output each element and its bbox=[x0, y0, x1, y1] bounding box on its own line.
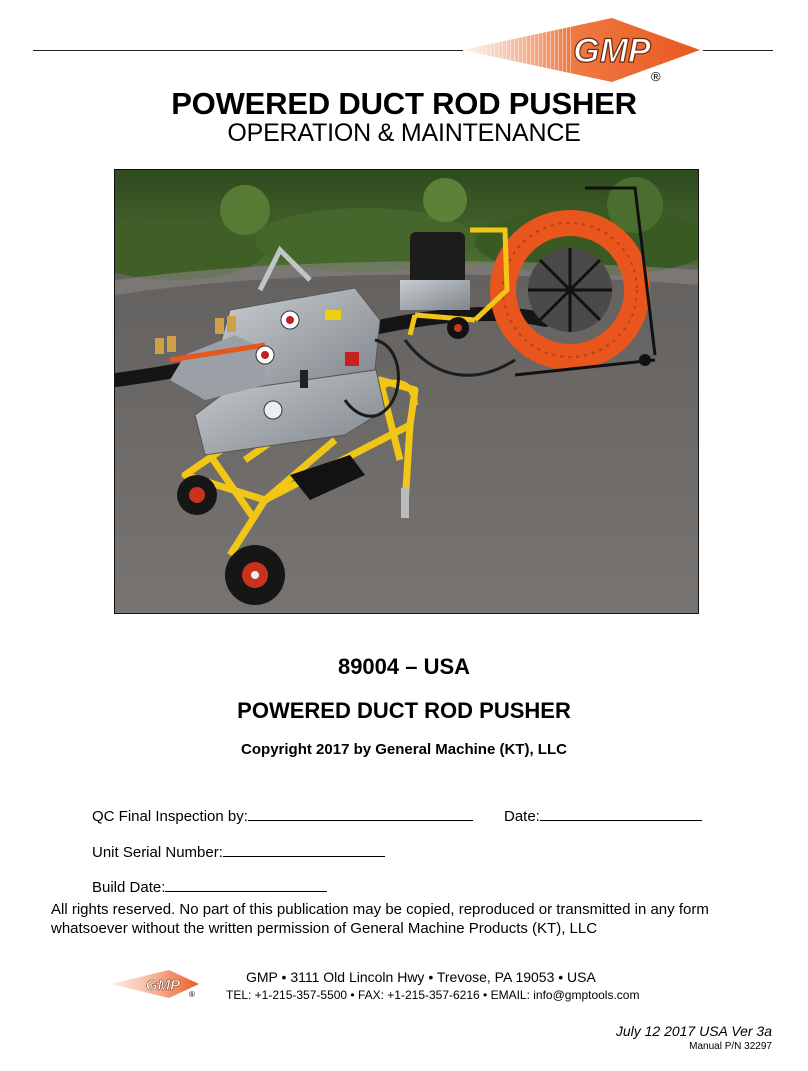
company-contact: TEL: +1-215-357-5500 • FAX: +1-215-357-6216 • EMAIL: info@gmptools.com bbox=[226, 988, 640, 1002]
build-date-field[interactable] bbox=[165, 877, 327, 892]
qc-inspection-label: QC Final Inspection by: bbox=[92, 808, 248, 825]
page-title: POWERED DUCT ROD PUSHER bbox=[171, 86, 637, 121]
date-row bbox=[504, 806, 702, 825]
rights-notice: All rights reserved. No part of this publication may be copied, reproduced or transmitted in any form whatsoever without the written permission of General Machine Products (KT), LLC bbox=[51, 901, 709, 937]
date-label: Date: bbox=[504, 808, 540, 825]
serial-number-row bbox=[92, 842, 385, 861]
date-field[interactable] bbox=[540, 806, 702, 821]
build-date-row bbox=[92, 877, 327, 896]
registered-mark: ® bbox=[651, 69, 661, 84]
product-name: POWERED DUCT ROD PUSHER bbox=[237, 698, 571, 723]
header-rule-right bbox=[703, 50, 773, 51]
page-subtitle: OPERATION & MAINTENANCE bbox=[227, 119, 581, 147]
qc-inspection-row bbox=[92, 806, 473, 825]
footer-logo-text: GMP bbox=[145, 977, 181, 994]
header-rule-left bbox=[33, 50, 463, 51]
product-photo-icon bbox=[115, 170, 699, 614]
product-photo bbox=[114, 169, 699, 614]
gmp-footer-logo bbox=[111, 970, 199, 998]
build-date-label: Build Date: bbox=[92, 879, 166, 896]
company-address: GMP • 3111 Old Lincoln Hwy • Trevose, PA 19053 • USA bbox=[246, 969, 596, 985]
model-number: 89004 – USA bbox=[337, 654, 471, 679]
gmp-logo bbox=[462, 18, 700, 84]
manual-part-number: Manual P/N 32297 bbox=[689, 1041, 772, 1052]
footer-registered-mark: ® bbox=[189, 990, 195, 999]
logo-text: GMP bbox=[573, 32, 651, 70]
serial-number-label: Unit Serial Number: bbox=[92, 844, 223, 861]
serial-number-field[interactable] bbox=[223, 842, 385, 857]
copyright-line: Copyright 2017 by General Machine (KT), LLC bbox=[241, 741, 567, 758]
document-version: July 12 2017 USA Ver 3a bbox=[615, 1023, 772, 1039]
qc-inspection-field[interactable] bbox=[248, 806, 473, 821]
